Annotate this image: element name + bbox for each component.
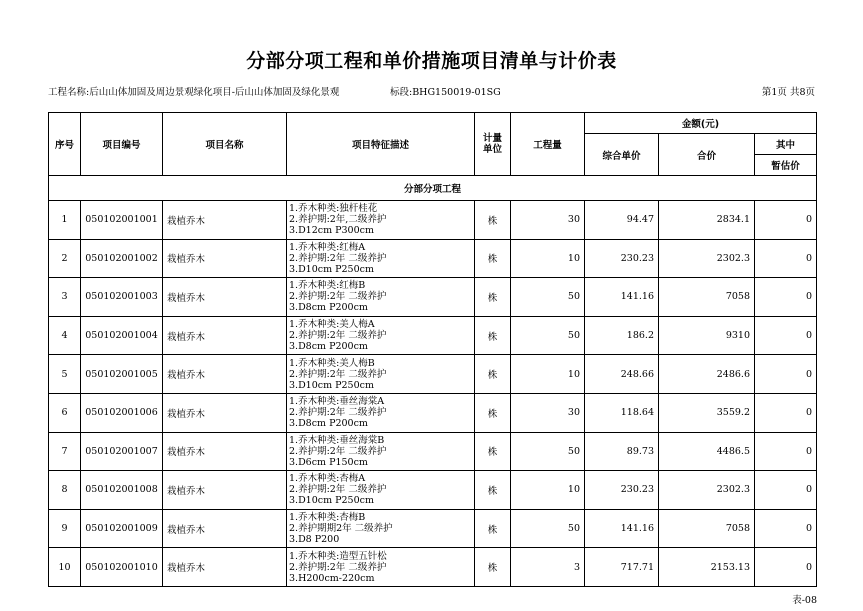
row-total: 2486.6 <box>659 355 755 394</box>
desc-line: 2.养护期:2年 二级养护 <box>289 407 387 419</box>
table-row <box>49 201 817 240</box>
row-total: 9310 <box>659 316 755 355</box>
desc-line: 1.乔木种类:美人梅B <box>289 357 375 369</box>
row-provisional: 0 <box>755 201 817 240</box>
table-row <box>49 393 817 432</box>
row-seq: 2 <box>49 239 81 278</box>
header-name: 项目名称 <box>163 113 287 176</box>
project-name: 工程名称:后山山体加固及周边景观绿化项目-后山山体加固及绿化景观 <box>48 87 340 98</box>
desc-line: 1.乔木种类:造型五针松 <box>289 550 387 562</box>
desc-line: 3.D10cm P250cm <box>289 379 374 391</box>
page-title: 分部分项工程和单价措施项目清单与计价表 <box>246 50 617 72</box>
row-total: 4486.5 <box>659 432 755 471</box>
row-seq: 9 <box>49 509 81 548</box>
header-provisional: 暂估价 <box>755 155 817 176</box>
row-total: 3559.2 <box>659 393 755 432</box>
row-unit: 株 <box>475 471 511 510</box>
row-provisional: 0 <box>755 393 817 432</box>
row-code: 050102001005 <box>81 355 163 394</box>
header-unit: 计量单位 <box>475 113 511 176</box>
row-seq: 10 <box>49 548 81 587</box>
row-unit: 株 <box>475 393 511 432</box>
row-total: 7058 <box>659 278 755 317</box>
row-qty: 50 <box>511 432 585 471</box>
row-provisional: 0 <box>755 355 817 394</box>
row-name: 栽植乔木 <box>163 278 287 317</box>
row-qty: 30 <box>511 393 585 432</box>
row-unit-price: 94.47 <box>585 201 659 240</box>
row-provisional: 0 <box>755 316 817 355</box>
row-seq: 1 <box>49 201 81 240</box>
row-provisional: 0 <box>755 509 817 548</box>
row-provisional: 0 <box>755 432 817 471</box>
desc-line: 1.乔木种类:垂丝海棠B <box>289 434 385 446</box>
header-desc: 项目特征描述 <box>287 113 475 176</box>
row-unit: 株 <box>475 432 511 471</box>
desc-line: 2.养护期:2年,二级养护 <box>289 214 387 226</box>
row-seq: 8 <box>49 471 81 510</box>
row-name: 栽植乔木 <box>163 509 287 548</box>
header-unit-price: 综合单价 <box>585 134 659 176</box>
header-total: 合价 <box>659 134 755 176</box>
row-unit-price: 141.16 <box>585 278 659 317</box>
row-qty: 10 <box>511 355 585 394</box>
row-desc <box>287 471 475 510</box>
row-code: 050102001007 <box>81 432 163 471</box>
desc-line: 1.乔木种类:独杆桂花 <box>289 203 378 215</box>
table-row <box>49 432 817 471</box>
row-total: 7058 <box>659 509 755 548</box>
desc-line: 3.D8cm P200cm <box>289 302 368 314</box>
row-unit: 株 <box>475 548 511 587</box>
header-code: 项目编号 <box>81 113 163 176</box>
row-desc <box>287 278 475 317</box>
row-name: 栽植乔木 <box>163 471 287 510</box>
header-qty: 工程量 <box>511 113 585 176</box>
row-desc <box>287 548 475 587</box>
row-code: 050102001008 <box>81 471 163 510</box>
row-unit: 株 <box>475 278 511 317</box>
row-name: 栽植乔木 <box>163 432 287 471</box>
row-total: 2302.3 <box>659 471 755 510</box>
section-code: 标段:BHG150019-01SG <box>390 87 501 98</box>
row-desc <box>287 239 475 278</box>
header-seq: 序号 <box>49 113 81 176</box>
desc-line: 1.乔木种类:红梅A <box>289 241 366 253</box>
desc-line: 3.D6cm P150cm <box>289 456 368 468</box>
desc-line: 2.养护期:2年 二级养护 <box>289 484 387 496</box>
row-name: 栽植乔木 <box>163 548 287 587</box>
row-desc <box>287 316 475 355</box>
row-desc <box>287 509 475 548</box>
row-unit: 株 <box>475 509 511 548</box>
desc-line: 1.乔木种类:杏梅A <box>289 473 366 485</box>
row-qty: 3 <box>511 548 585 587</box>
row-name: 栽植乔木 <box>163 201 287 240</box>
table-row <box>49 355 817 394</box>
desc-line: 3.D8cm P200cm <box>289 341 368 353</box>
header-amount: 金额(元) <box>585 113 817 134</box>
desc-line: 1.乔木种类:红梅B <box>289 280 366 292</box>
desc-line: 2.养护期:2年 二级养护 <box>289 291 387 303</box>
row-desc <box>287 393 475 432</box>
row-unit: 株 <box>475 201 511 240</box>
row-unit-price: 89.73 <box>585 432 659 471</box>
row-unit-price: 230.23 <box>585 239 659 278</box>
row-seq: 4 <box>49 316 81 355</box>
row-desc <box>287 355 475 394</box>
page-number: 第1页 共8页 <box>761 87 815 98</box>
row-unit-price: 248.66 <box>585 355 659 394</box>
table-row <box>49 509 817 548</box>
row-desc <box>287 201 475 240</box>
row-seq: 3 <box>49 278 81 317</box>
row-desc <box>287 432 475 471</box>
row-code: 050102001003 <box>81 278 163 317</box>
desc-line: 1.乔木种类:垂丝海棠A <box>289 396 385 408</box>
row-qty: 10 <box>511 471 585 510</box>
table-row <box>49 316 817 355</box>
row-code: 050102001010 <box>81 548 163 587</box>
desc-line: 2.养护期:2年 二级养护 <box>289 330 387 342</box>
row-seq: 7 <box>49 432 81 471</box>
desc-line: 2.养护期期2年 二级养护 <box>289 523 393 535</box>
row-unit: 株 <box>475 316 511 355</box>
desc-line: 2.养护期:2年 二级养护 <box>289 561 387 573</box>
row-name: 栽植乔木 <box>163 355 287 394</box>
row-provisional: 0 <box>755 548 817 587</box>
row-unit-price: 186.2 <box>585 316 659 355</box>
table-row <box>49 278 817 317</box>
row-unit-price: 717.71 <box>585 548 659 587</box>
header-of-which: 其中 <box>755 134 817 155</box>
row-unit-price: 141.16 <box>585 509 659 548</box>
row-name: 栽植乔木 <box>163 393 287 432</box>
desc-line: 1.乔木种类:美人梅A <box>289 319 375 331</box>
row-unit-price: 118.64 <box>585 393 659 432</box>
row-name: 栽植乔木 <box>163 316 287 355</box>
row-qty: 50 <box>511 278 585 317</box>
row-unit: 株 <box>475 239 511 278</box>
row-code: 050102001009 <box>81 509 163 548</box>
row-seq: 5 <box>49 355 81 394</box>
desc-line: 3.D12cm P300cm <box>289 225 374 237</box>
row-total: 2302.3 <box>659 239 755 278</box>
desc-line: 2.养护期:2年 二级养护 <box>289 368 387 380</box>
row-seq: 6 <box>49 393 81 432</box>
row-qty: 10 <box>511 239 585 278</box>
form-number: 表-08 <box>792 595 817 606</box>
section-title: 分部分项工程 <box>49 176 817 201</box>
row-unit: 株 <box>475 355 511 394</box>
row-qty: 30 <box>511 201 585 240</box>
row-provisional: 0 <box>755 239 817 278</box>
desc-line: 2.养护期:2年 二级养护 <box>289 252 387 264</box>
bill-table <box>48 112 817 587</box>
row-total: 2834.1 <box>659 201 755 240</box>
desc-line: 3.H200cm-220cm <box>289 572 375 584</box>
desc-line: 2.养护期:2年 二级养护 <box>289 445 387 457</box>
desc-line: 3.D10cm P250cm <box>289 495 374 507</box>
desc-line: 3.D8cm P200cm <box>289 418 368 430</box>
row-code: 050102001002 <box>81 239 163 278</box>
row-provisional: 0 <box>755 278 817 317</box>
desc-line: 3.D10cm P250cm <box>289 263 374 275</box>
row-code: 050102001001 <box>81 201 163 240</box>
table-row <box>49 548 817 587</box>
row-name: 栽植乔木 <box>163 239 287 278</box>
desc-line: 3.D8 P200 <box>289 534 340 546</box>
row-provisional: 0 <box>755 471 817 510</box>
row-qty: 50 <box>511 316 585 355</box>
row-total: 2153.13 <box>659 548 755 587</box>
row-qty: 50 <box>511 509 585 548</box>
desc-line: 1.乔木种类:杏梅B <box>289 512 366 524</box>
row-unit-price: 230.23 <box>585 471 659 510</box>
row-code: 050102001004 <box>81 316 163 355</box>
table-row <box>49 471 817 510</box>
row-code: 050102001006 <box>81 393 163 432</box>
table-row <box>49 239 817 278</box>
